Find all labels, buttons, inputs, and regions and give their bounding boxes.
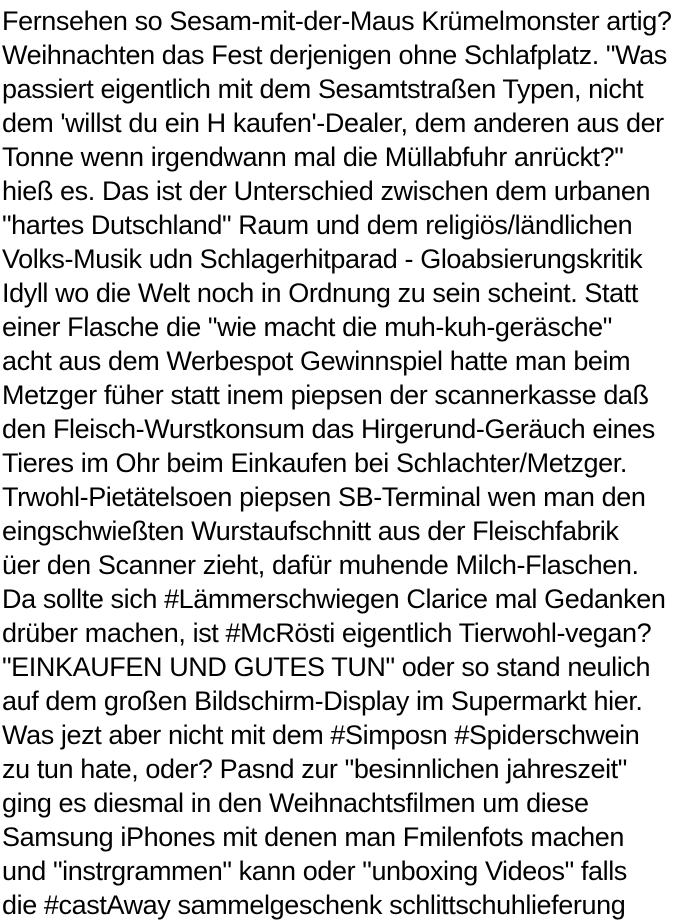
text-line: zu tun hate, oder? Pasnd zur "besinnlichen jahreszeit" bbox=[2, 754, 627, 784]
text-line: die #castAway sammelgeschenk schlittschuhlieferung bbox=[2, 890, 626, 920]
text-line: ging es diesmal in den Weihnachtsfilmen um diese bbox=[2, 788, 589, 818]
text-line: Volks-Musik udn Schlagerhitparad - Gloabsierungskritik bbox=[2, 244, 643, 274]
text-line: Idyll wo die Welt noch in Ordnung zu sein scheint. Statt bbox=[2, 278, 638, 308]
text-line: Fernsehen so Sesam-mit-der-Maus Krümelmonster artig? bbox=[2, 6, 672, 36]
text-line: "hartes Dutschland" Raum und dem religiös/ländlichen bbox=[2, 210, 633, 240]
text-line: Samsung iPhones mit denen man Fmilenfots machen bbox=[2, 822, 625, 852]
text-line: eingschwießten Wurstaufschnitt aus der Fleischfabrik bbox=[2, 516, 619, 546]
text-line: Trwohl-Pietätelsoen piepsen SB-Terminal wen man den bbox=[2, 482, 646, 512]
text-line: Da sollte sich #Lämmerschwiegen Clarice mal Gedanken bbox=[2, 584, 666, 614]
text-line: Metzger füher statt inem piepsen der scannerkasse daß bbox=[2, 380, 649, 410]
text-line: einer Flasche die "wie macht die muh-kuh-geräsche" bbox=[2, 312, 612, 342]
text-line: Tieres im Ohr beim Einkaufen bei Schlachter/Metzger. bbox=[2, 448, 627, 478]
text-line: und "instrgrammen" kann oder "unboxing Videos" falls bbox=[2, 856, 627, 886]
text-line: hieß es. Das ist der Unterschied zwischen dem urbanen bbox=[2, 176, 651, 206]
text-line: Was jezt aber nicht mit dem #Simposn #Spiderschwein bbox=[2, 720, 640, 750]
text-block bbox=[2, 4, 684, 922]
text-line: acht aus dem Werbespot Gewinnspiel hatte man beim bbox=[2, 346, 631, 376]
text-line: Weihnachten das Fest derjenigen ohne Schlafplatz. "Was bbox=[2, 40, 667, 70]
text-line: auf dem großen Bildschirm-Display im Supermarkt hier. bbox=[2, 686, 643, 716]
text-line: drüber machen, ist #McRösti eigentlich Tierwohl-vegan? bbox=[2, 618, 652, 648]
text-line: "EINKAUFEN UND GUTES TUN" oder so stand neulich bbox=[2, 652, 651, 682]
text-line: Tonne wenn irgendwann mal die Müllabfuhr anrückt?" bbox=[2, 142, 624, 172]
text-line: den Fleisch-Wurstkonsum das Hirgerund-Geräuch eines bbox=[2, 414, 655, 444]
text-line: dem 'willst du ein H kaufen'-Dealer, dem anderen aus der bbox=[2, 108, 664, 138]
text-line: üer den Scanner zieht, dafür muhende Milch-Flaschen. bbox=[2, 550, 639, 580]
text-line: passiert eigentlich mit dem Sesamtstraßen Typen, nicht bbox=[2, 74, 644, 104]
